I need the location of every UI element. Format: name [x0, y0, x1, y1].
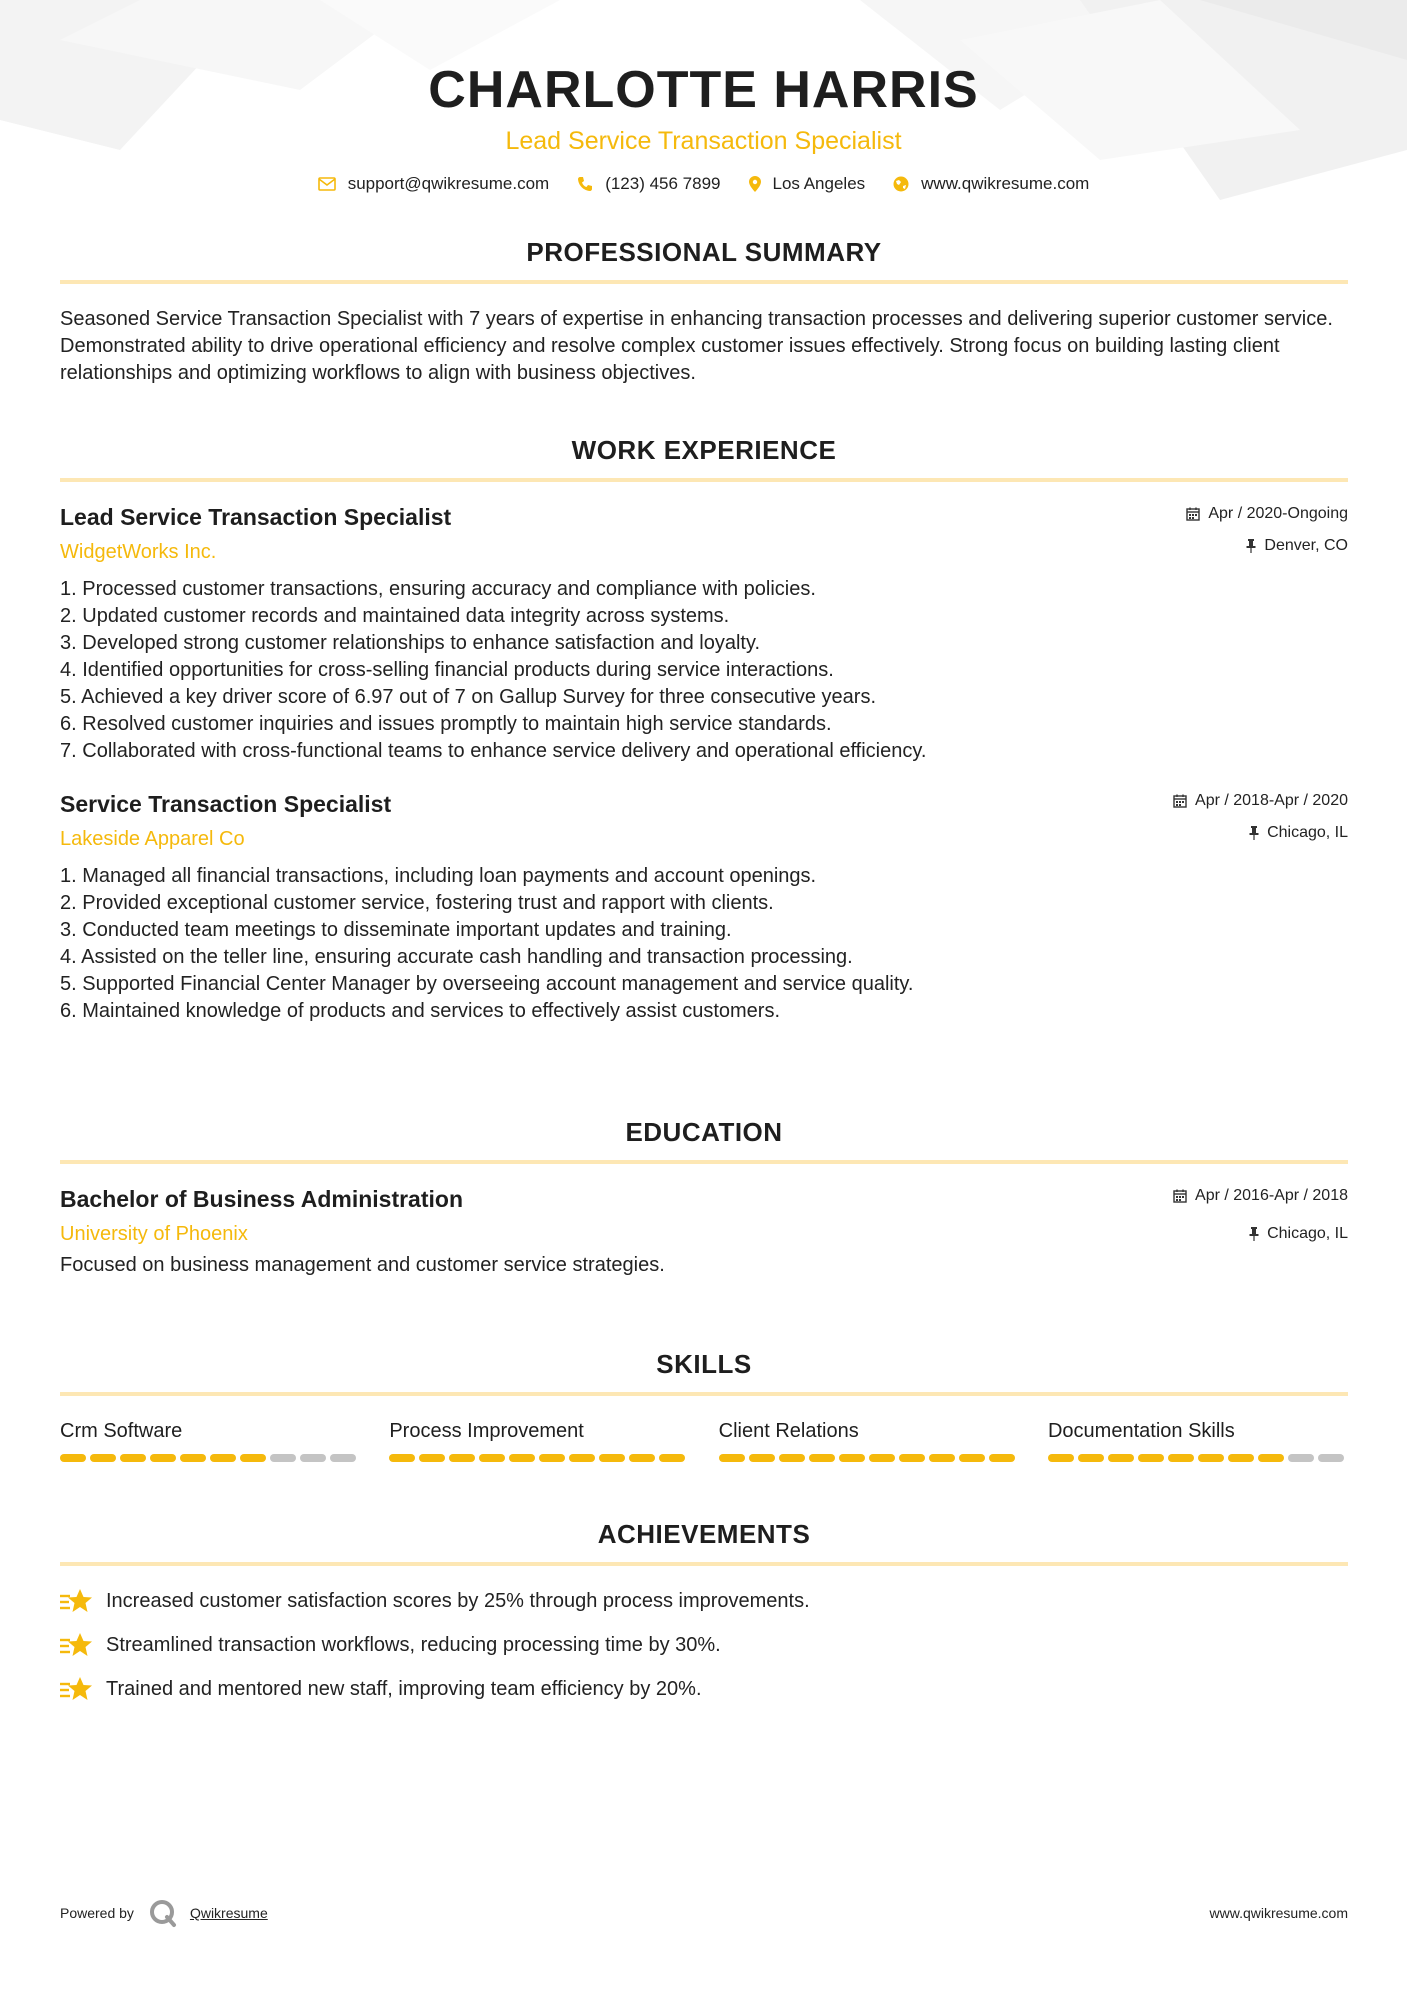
contact-location	[749, 174, 866, 194]
envelope-icon	[318, 177, 336, 191]
bullet-item: Processed customer transactions, ensuring accuracy and compliance with policies.	[82, 578, 816, 600]
job-dates	[1173, 791, 1348, 811]
skill-segment-filled	[779, 1454, 805, 1462]
bullet-item: Supported Financial Center Manager by overseeing account management and service quality.	[82, 973, 914, 995]
calendar-icon	[1173, 794, 1187, 808]
job-company: Lakeside Apparel Co	[60, 828, 245, 850]
achievement-item	[60, 1630, 1348, 1660]
achievements-heading: ACHIEVEMENTS	[597, 1519, 811, 1549]
bullet-item: Identified opportunities for cross-selling financial products during service interactions.	[82, 659, 834, 681]
summary-text: Seasoned Service Transaction Specialist with 7 years of expertise in enhancing transaction processes and delivering superior customer service. Demonstrated ability to drive operational efficiency and resolve complex customer issues effectively. Strong focus on building lasting client relationships and optimizing workflows to align with business objectives.	[60, 308, 1333, 384]
map-marker-icon	[749, 176, 761, 192]
skill-segment-filled	[120, 1454, 146, 1462]
candidate-title: Lead Service Transaction Specialist	[505, 127, 902, 155]
bullet-item: Achieved a key driver score of 6.97 out of 7 on Gallup Survey for three consecutive years.	[81, 686, 877, 708]
job-location	[1173, 823, 1348, 843]
bullet-item: Provided exceptional customer service, fostering trust and rapport with clients.	[82, 892, 774, 914]
education-dates-text: Apr / 2016-Apr / 2018	[1195, 1187, 1348, 1204]
skill-segment-filled	[749, 1454, 775, 1462]
bullet-item: Developed strong customer relationships to enhance satisfaction and loyalty.	[82, 632, 761, 654]
experience-section	[60, 434, 1348, 1025]
degree-title: Bachelor of Business Administration	[60, 1186, 463, 1212]
phone-icon	[577, 176, 593, 192]
school-name: University of Phoenix	[60, 1223, 248, 1245]
skill-segment-empty	[1318, 1454, 1344, 1462]
calendar-icon	[1186, 507, 1200, 521]
skill-segment-filled	[210, 1454, 236, 1462]
education-description: Focused on business management and customer service strategies.	[60, 1254, 665, 1276]
job-entry	[60, 789, 1348, 1025]
skill-segment-filled	[240, 1454, 266, 1462]
powered-by	[60, 1898, 268, 1928]
education-section	[60, 1116, 1348, 1279]
globe-icon	[893, 176, 909, 192]
skill-segment-filled	[959, 1454, 985, 1462]
contact-website[interactable]	[893, 174, 1089, 194]
skill-item	[719, 1418, 1019, 1462]
skill-segment-empty	[330, 1454, 356, 1462]
job-bullets	[60, 863, 1348, 1025]
contact-phone[interactable]	[577, 174, 720, 194]
location-text: Los Angeles	[772, 174, 866, 193]
shooting-star-icon	[60, 1588, 92, 1614]
achievement-text: Streamlined transaction workflows, reducing processing time by 30%.	[106, 1633, 721, 1656]
qwikresume-logo-icon	[148, 1898, 178, 1928]
education-entry	[60, 1184, 1348, 1279]
skill-segment-filled	[869, 1454, 895, 1462]
skill-segment-empty	[1288, 1454, 1314, 1462]
education-location	[1173, 1224, 1348, 1244]
section-divider	[60, 1392, 1348, 1396]
contact-email[interactable]	[318, 174, 550, 194]
skill-segment-filled	[449, 1454, 475, 1462]
skill-segment-filled	[659, 1454, 685, 1462]
skill-segment-filled	[419, 1454, 445, 1462]
skill-name: Documentation Skills	[1047, 1420, 1235, 1442]
skill-segment-filled	[629, 1454, 655, 1462]
qwikresume-link[interactable]: Qwikresume	[189, 1905, 268, 1921]
skill-segment-filled	[809, 1454, 835, 1462]
bullet-item: Updated customer records and maintained data integrity across systems.	[82, 605, 730, 627]
skills-section	[60, 1348, 1348, 1462]
job-dates	[1186, 504, 1348, 524]
powered-by-label: Powered by	[60, 1905, 134, 1921]
skill-segment-filled	[389, 1454, 415, 1462]
education-meta	[1173, 1186, 1348, 1244]
job-dates-text: Apr / 2018-Apr / 2020	[1195, 792, 1348, 809]
section-divider	[60, 280, 1348, 284]
skill-segment-filled	[180, 1454, 206, 1462]
shooting-star-icon	[60, 1676, 92, 1702]
contact-bar	[0, 174, 1407, 194]
pin-icon	[1249, 1227, 1259, 1241]
skill-level-bar	[60, 1454, 360, 1462]
experience-heading: WORK EXPERIENCE	[571, 435, 837, 465]
summary-heading: PROFESSIONAL SUMMARY	[526, 237, 882, 267]
pin-icon	[1246, 539, 1256, 553]
bullet-item: Managed all financial transactions, including loan payments and account openings.	[82, 865, 817, 887]
job-company: WidgetWorks Inc.	[60, 541, 217, 563]
section-divider	[60, 1562, 1348, 1566]
footer-website[interactable]: www.qwikresume.com	[1209, 1905, 1348, 1921]
email-text: support@qwikresume.com	[347, 174, 550, 193]
job-location	[1186, 536, 1348, 556]
skill-segment-filled	[1108, 1454, 1134, 1462]
job-title: Service Transaction Specialist	[60, 791, 392, 817]
candidate-name: CHARLOTTE HARRIS	[428, 61, 979, 119]
section-divider	[60, 478, 1348, 482]
skill-segment-empty	[270, 1454, 296, 1462]
pin-icon	[1249, 826, 1259, 840]
skill-segment-filled	[719, 1454, 745, 1462]
skill-level-bar	[1048, 1454, 1348, 1462]
education-heading: EDUCATION	[625, 1117, 783, 1147]
skill-segment-filled	[1138, 1454, 1164, 1462]
skill-name: Process Improvement	[389, 1420, 584, 1442]
calendar-icon	[1173, 1189, 1187, 1203]
skill-segment-filled	[60, 1454, 86, 1462]
job-location-text: Chicago, IL	[1267, 824, 1348, 841]
job-location-text: Denver, CO	[1264, 537, 1348, 554]
skill-level-bar	[719, 1454, 1019, 1462]
skill-item	[389, 1418, 689, 1462]
skills-list	[60, 1418, 1348, 1462]
bullet-item: Conducted team meetings to disseminate important updates and training.	[82, 919, 732, 941]
website-text: www.qwikresume.com	[921, 174, 1090, 193]
achievements-list	[60, 1586, 1348, 1704]
job-title: Lead Service Transaction Specialist	[60, 504, 452, 530]
resume-header	[0, 0, 1407, 194]
achievement-item	[60, 1586, 1348, 1616]
education-location-text: Chicago, IL	[1267, 1225, 1348, 1242]
skill-segment-filled	[150, 1454, 176, 1462]
education-dates	[1173, 1186, 1348, 1206]
achievements-section	[60, 1518, 1348, 1704]
skills-heading: SKILLS	[656, 1349, 752, 1379]
skill-segment-filled	[1048, 1454, 1074, 1462]
skill-level-bar	[389, 1454, 689, 1462]
job-meta	[1186, 504, 1348, 556]
skill-segment-filled	[539, 1454, 565, 1462]
skill-segment-filled	[479, 1454, 505, 1462]
skill-segment-filled	[899, 1454, 925, 1462]
footer	[60, 1898, 1348, 1928]
skill-segment-filled	[569, 1454, 595, 1462]
skill-segment-filled	[1258, 1454, 1284, 1462]
skill-segment-filled	[1078, 1454, 1104, 1462]
bullet-item: Resolved customer inquiries and issues promptly to maintain high service standards.	[82, 713, 832, 735]
job-dates-text: Apr / 2020-Ongoing	[1208, 505, 1348, 522]
bullet-item: Collaborated with cross-functional teams to enhance service delivery and operational efficiency.	[82, 740, 927, 762]
achievement-text: Increased customer satisfaction scores by 25% through process improvements.	[106, 1589, 810, 1612]
skill-segment-filled	[1228, 1454, 1254, 1462]
skill-item	[1048, 1418, 1348, 1462]
phone-text: (123) 456 7899	[605, 174, 721, 193]
achievement-text: Trained and mentored new staff, improving team efficiency by 20%.	[106, 1677, 702, 1700]
job-bullets	[60, 576, 1348, 765]
skill-segment-filled	[509, 1454, 535, 1462]
skill-item	[60, 1418, 360, 1462]
bullet-item: Maintained knowledge of products and services to effectively assist customers.	[82, 1000, 781, 1022]
achievement-item	[60, 1674, 1348, 1704]
skill-segment-filled	[989, 1454, 1015, 1462]
skill-segment-filled	[1198, 1454, 1224, 1462]
skill-segment-empty	[300, 1454, 326, 1462]
skill-segment-filled	[90, 1454, 116, 1462]
skill-name: Client Relations	[718, 1420, 859, 1442]
summary-section	[60, 236, 1348, 387]
section-divider	[60, 1160, 1348, 1164]
skill-segment-filled	[1168, 1454, 1194, 1462]
skill-segment-filled	[839, 1454, 865, 1462]
skill-segment-filled	[929, 1454, 955, 1462]
job-meta	[1173, 791, 1348, 843]
skill-segment-filled	[599, 1454, 625, 1462]
job-entry	[60, 502, 1348, 765]
skill-name: Crm Software	[60, 1420, 183, 1442]
bullet-item: Assisted on the teller line, ensuring accurate cash handling and transaction processing.	[81, 946, 853, 968]
shooting-star-icon	[60, 1632, 92, 1658]
